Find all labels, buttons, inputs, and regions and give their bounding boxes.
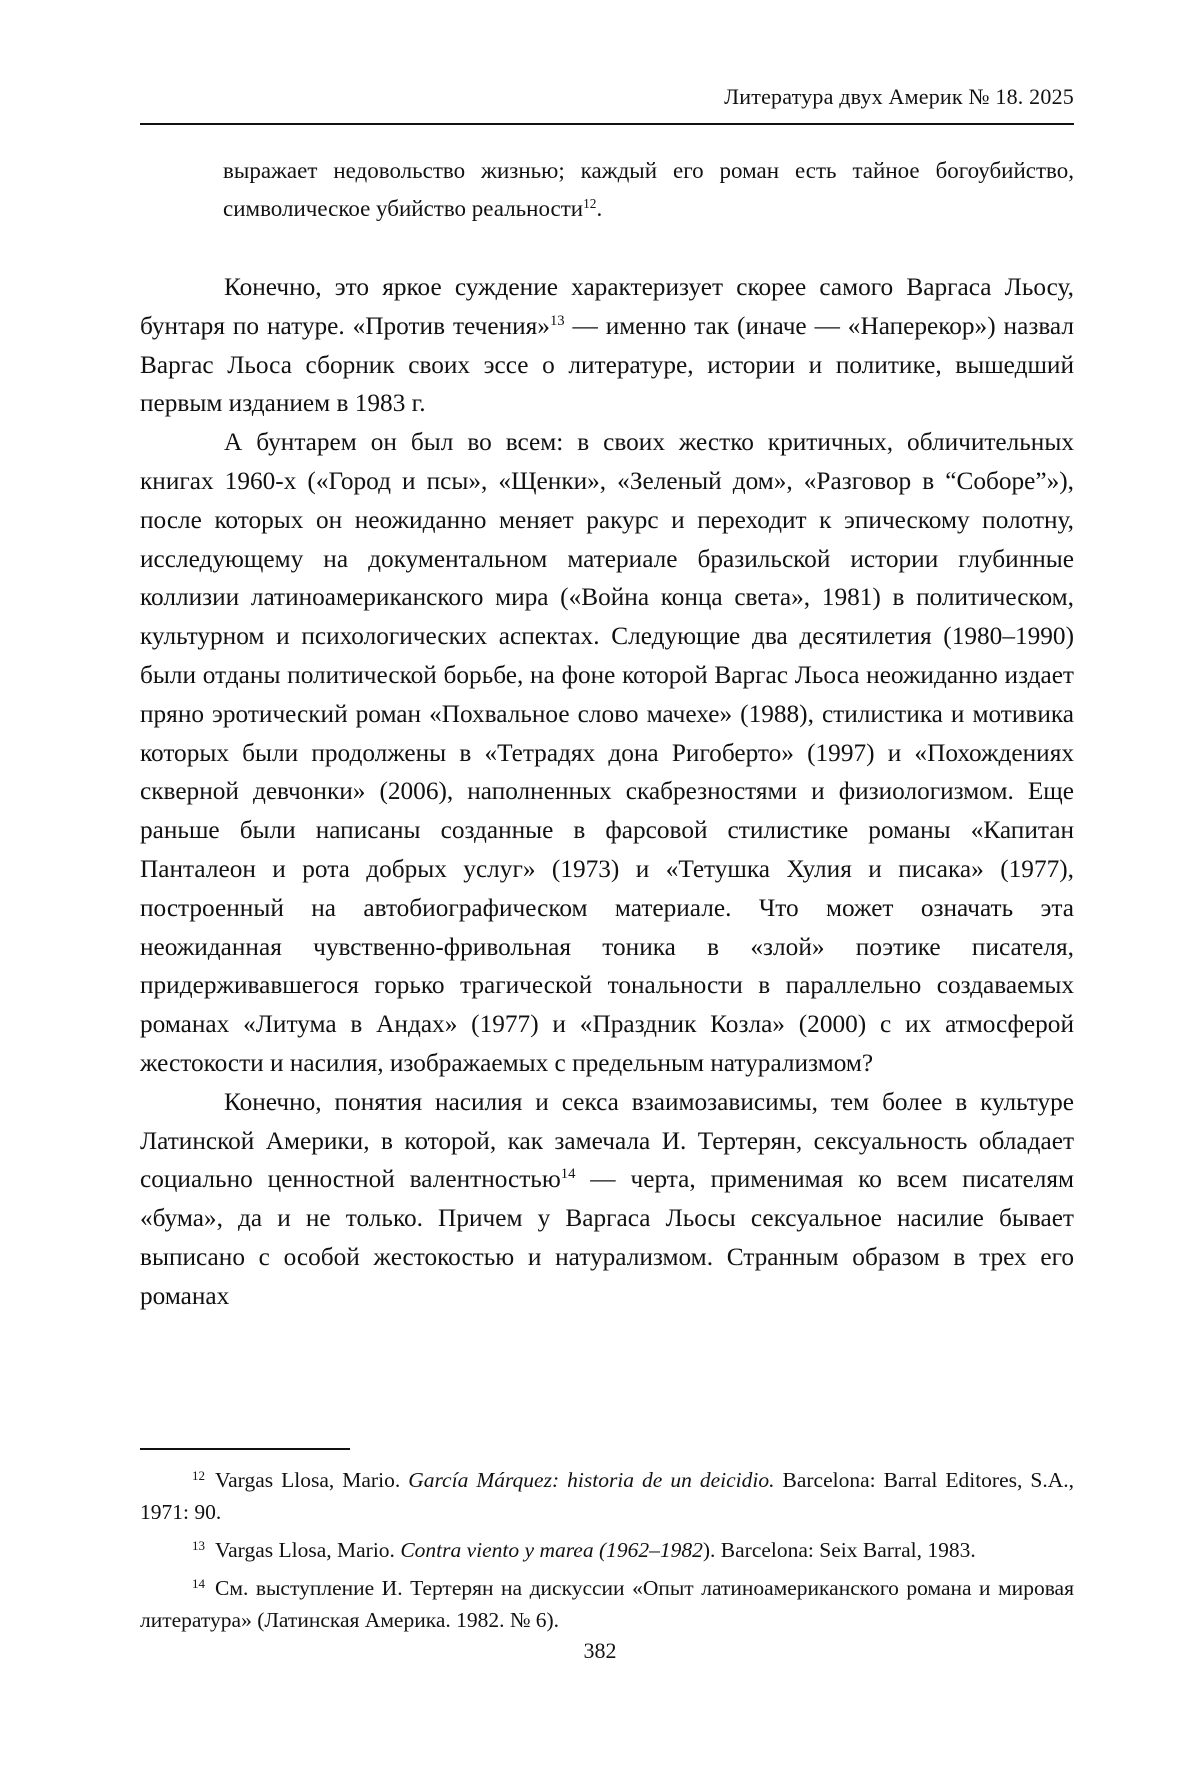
header-rule	[140, 123, 1074, 125]
running-header: Литература двух Америк № 18. 2025	[724, 84, 1074, 109]
paragraph-1-text-b: — именно так (иначе — «Наперекор») назвал Варгас Льоса сборник своих эссе о литературе, истории и политике, вышедший первым изданием в 1983 г.	[140, 311, 1074, 418]
footnote-text: ). Barcelona: Seix Barral, 1983.	[702, 1538, 976, 1562]
footnote-number: 12	[192, 1468, 205, 1483]
footnote-text: См. выступление И. Тертерян на дискуссии «Опыт латиноамериканского романа и мировая литература» (Латинская Америка. 1982. № 6).	[140, 1576, 1074, 1632]
quote-text: выражает недовольство жизнью; каждый его роман есть тайное богоубийство, символическое убийство реальности	[223, 158, 1074, 221]
footnote-title: Contra viento y marea (1962–1982	[400, 1538, 703, 1562]
quote-end: .	[596, 196, 603, 221]
footnote-ref-13[interactable]: 13	[549, 313, 565, 329]
paragraph-2: А бунтарем он был во всем: в своих жестко критичных, обличительных книгах 1960-х («Город и псы», «Щенки», «Зеленый дом», «Разговор в “Соборе”»), после которых он неожиданно меняет ракурс и переходит к эпическому полотну, исследующему на документальном материале бразильской истории глубинные коллизии латиноамериканского мира («Война конца света», 1981) в политическом, культурном и психологических аспектах. Следующие два десятилетия (1980–1990) были отданы политической борьбе, на фоне которой Варгас Льоса неожиданно издает пряно эротический роман «Похвальное слово мачехе» (1988), стилистика и мотивика которых были продолжены в «Тетрадях дона Ригоберто» (1997) и «Похождениях скверной девчонки» (2006), наполненных скабрезностями и физиологизмом. Еще раньше были написаны созданные в фарсовой стилистике романы «Капитан Панталеон и рота добрых услуг» (1973) и «Тетушка Хулия и писака» (1977), построенный на автобиографическом материале. Что может означать эта неожиданная чувственно-фривольная тоника в «злой» поэтике писателя, придерживавшегося горько трагической тональности в параллельно создаваемых романах «Литума в Андах» (1977) и «Праздник Козла» (2000) с их атмосферой жестокости и насилия, изображаемых с предельным натурализмом?	[140, 428, 1074, 1077]
paragraph-3-text-a: Конечно, понятия насилия и секса взаимозависимы, тем более в культуре Латинской Америки, в которой, как замечала И. Тертерян, сексуальность обладает социально ценностной валентностью	[140, 1087, 1074, 1194]
block-quote	[223, 152, 1074, 228]
body-text	[140, 268, 1074, 1316]
footnote-12	[140, 1460, 1074, 1528]
footnote-number: 13	[192, 1538, 205, 1553]
paragraph-1-text-a: Конечно, это яркое суждение характеризует скорее самого Варгаса Льосу, бунтаря по натуре. «Против течения»	[140, 273, 1074, 340]
footnote-title: García Márquez: historia de un deicidio.	[408, 1468, 775, 1492]
footnote-number: 14	[192, 1576, 205, 1591]
footnotes	[140, 1460, 1074, 1638]
footnote-text: Vargas Llosa, Mario.	[215, 1538, 401, 1562]
paragraph-3	[140, 1083, 1074, 1316]
paragraph-1	[140, 268, 1074, 423]
page-number: 382	[583, 1638, 617, 1663]
footnote-13	[140, 1530, 1074, 1566]
footnote-ref-14[interactable]: 14	[560, 1166, 576, 1183]
footnote-text: Vargas Llosa, Mario.	[215, 1468, 409, 1492]
paragraph-3-text-b: — черта, применимая ко всем писателям «бума», да и не только. Причем у Варгаса Льосы сексуальное насилие бывает выписано с особой жестокостью и натурализмом. Странным образом в трех его романах	[140, 1165, 1074, 1310]
footnote-14	[140, 1568, 1074, 1636]
footnote-text: Barcelona: Barral Editores, S.A., 1971: 90.	[140, 1468, 1074, 1524]
footnote-rule	[140, 1448, 350, 1450]
footnote-ref-12[interactable]: 12	[583, 196, 597, 211]
